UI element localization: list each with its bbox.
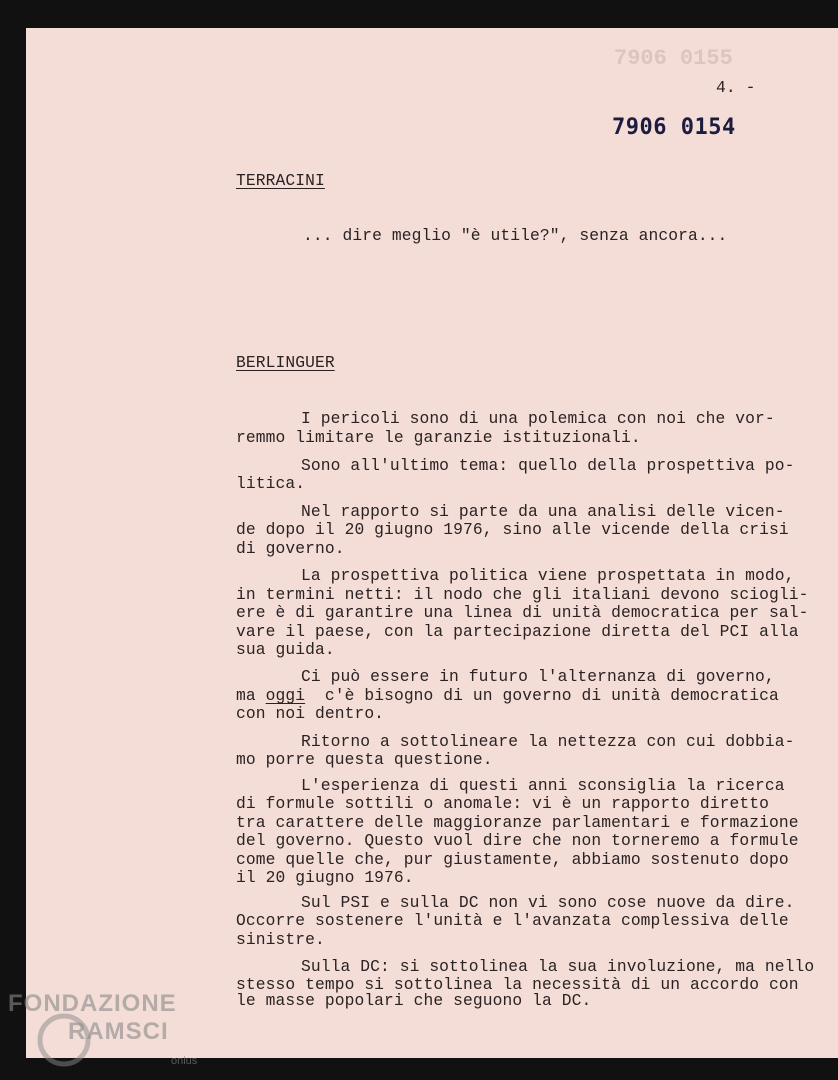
- paragraph-line: come quelle che, pur giustamente, abbiamo sostenuto dopo: [236, 850, 789, 869]
- paragraph-line: Ritorno a sottolineare la nettezza con cui dobbia-: [301, 732, 795, 751]
- paragraph-line: de dopo il 20 giugno 1976, sino alle vicende della crisi: [236, 520, 789, 539]
- page-number: 4. -: [716, 78, 756, 97]
- paragraph-line: stesso tempo si sottolinea la necessità di un accordo con: [236, 975, 799, 994]
- paragraph-line: con noi dentro.: [236, 704, 385, 723]
- paragraph-line: Occorre sostenere l'unità e l'avanzata complessiva delle: [236, 911, 789, 930]
- emphasis-underlined: oggi: [265, 686, 306, 705]
- ghost-stamp: 7906 0155: [614, 46, 733, 71]
- paragraph-line: sinistre.: [236, 930, 325, 949]
- svg-text:RAMSCI: RAMSCI: [68, 1018, 169, 1045]
- paragraph-line: I pericoli sono di una polemica con noi che vor-: [301, 409, 775, 428]
- speaker-heading-berlinguer: BERLINGUER: [236, 353, 335, 372]
- speaker-heading-terracini: TERRACINI: [236, 171, 325, 190]
- paragraph-line: Ci può essere in futuro l'alternanza di governo,: [301, 667, 775, 686]
- paragraph-line: del governo. Questo vuol dire che non torneremo a formule: [236, 831, 799, 850]
- paragraph-line: mo porre questa questione.: [236, 750, 493, 769]
- paragraph-line: tra carattere delle maggioranze parlamentari e formazione: [236, 813, 799, 832]
- paragraph-line: Nel rapporto si parte da una analisi delle vicen-: [301, 502, 785, 521]
- paragraph-line: Sono all'ultimo tema: quello della prospettiva po-: [301, 456, 795, 475]
- paragraph-line: in termini netti: il nodo che gli italiani devono sciogli-: [236, 585, 809, 604]
- paragraph-line: vare il paese, con la partecipazione diretta del PCI alla: [236, 622, 799, 641]
- paragraph-line: di formule sottili o anomale: vi è un rapporto diretto: [236, 794, 769, 813]
- archive-stamp: 7906 0154: [612, 115, 736, 140]
- paragraph-line: le masse popolari che seguono la DC.: [236, 991, 592, 1010]
- paragraph-line: Sulla DC: si sottolinea la sua involuzione, ma nello: [301, 957, 815, 976]
- text-fragment: ma: [236, 686, 266, 705]
- paragraph-line: sua guida.: [236, 640, 335, 659]
- paragraph-line: il 20 giugno 1976.: [236, 868, 414, 887]
- paragraph-line: remmo limitare le garanzie istituzionali.: [236, 428, 641, 447]
- text-fragment: c'è bisogno di un governo di unità democratica: [305, 686, 779, 705]
- paragraph-line: [236, 686, 779, 705]
- svg-text:FONDAZIONE: FONDAZIONE: [8, 990, 177, 1017]
- paragraph-line: di governo.: [236, 539, 345, 558]
- paragraph-line: L'esperienza di questi anni sconsiglia la ricerca: [301, 776, 785, 795]
- paragraph-line: ere è di garantire una linea di unità democratica per sal-: [236, 603, 809, 622]
- paragraph-line: La prospettiva politica viene prospettata in modo,: [301, 566, 795, 585]
- paragraph-line: Sul PSI e sulla DC non vi sono cose nuove da dire.: [301, 893, 795, 912]
- terracini-line: ... dire meglio "è utile?", senza ancora...: [303, 226, 728, 245]
- paragraph-line: litica.: [236, 474, 306, 493]
- svg-text:onlus: onlus: [171, 1055, 198, 1067]
